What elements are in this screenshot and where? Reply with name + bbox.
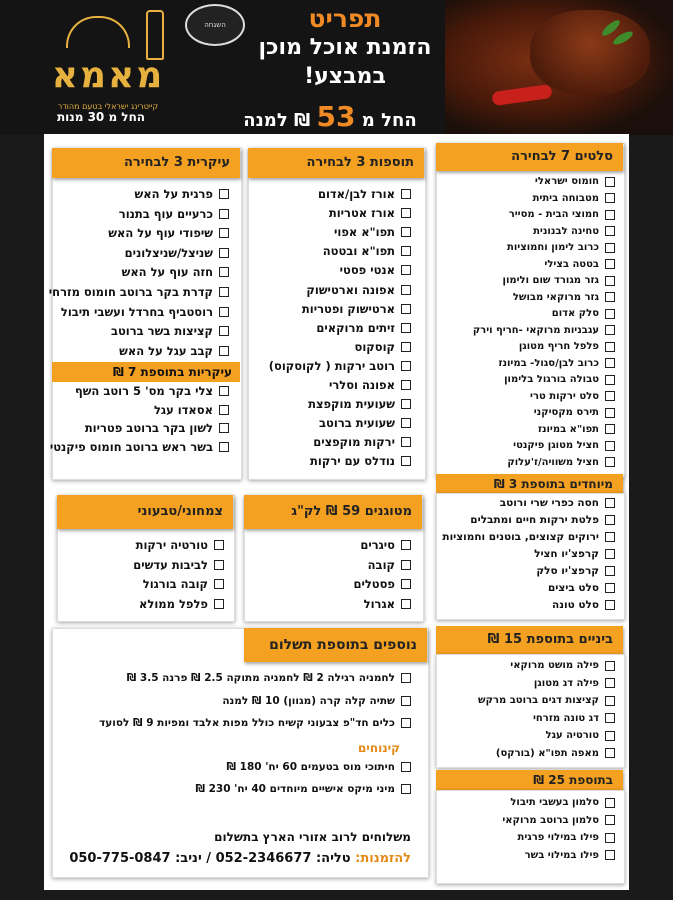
side-item-label: אנטי פסטי (339, 263, 395, 278)
salad-item[interactable] (530, 391, 615, 402)
checkbox[interactable] (605, 850, 615, 860)
checkbox[interactable] (219, 228, 229, 238)
salads-header: סלטים 7 לבחירה (436, 143, 623, 171)
checkbox[interactable] (605, 798, 615, 808)
special-salad-item[interactable] (552, 599, 615, 611)
fried-item-label: סיגרים (360, 538, 395, 552)
special-salad-item[interactable] (534, 548, 615, 560)
salad-item[interactable] (534, 407, 615, 418)
checkbox[interactable] (401, 380, 411, 390)
checkbox[interactable] (605, 375, 615, 385)
main-item-label: פרגית על האש (134, 187, 213, 201)
checkbox[interactable] (219, 287, 229, 297)
veg-item[interactable] (139, 597, 224, 611)
salad-item-label: תירס מקסיקני (533, 407, 599, 418)
menu-title: תפריט (308, 4, 382, 33)
side-item[interactable] (316, 321, 411, 335)
side-item[interactable] (329, 206, 411, 220)
checkbox[interactable] (605, 731, 615, 741)
special-salad-item-label: פלטת ירקות חיים ומתבלים (470, 514, 599, 526)
checkbox[interactable] (605, 210, 615, 220)
special-salad-item-label: קרפצ'יו חציל (534, 548, 599, 560)
special-salad-item[interactable] (536, 565, 615, 577)
special-salad-item[interactable] (470, 514, 615, 526)
side-item-label: קוסקוס (354, 339, 395, 354)
salad-item-label: גזר מגורד שום ולימון (502, 275, 599, 286)
checkbox[interactable] (401, 579, 411, 589)
price-line (210, 100, 450, 133)
side-item[interactable] (318, 187, 411, 201)
checkbox[interactable] (219, 307, 229, 317)
checkbox[interactable] (605, 748, 615, 758)
side-item-label: ארטישוק ופטריות (301, 301, 395, 316)
sides-header: תוספות 3 לבחירה (248, 148, 424, 178)
checkbox[interactable] (219, 209, 229, 219)
salad-item-label: טבולה בורגול בלימון (504, 374, 599, 385)
fish25-item[interactable] (502, 815, 615, 826)
checkbox[interactable] (605, 193, 615, 203)
main-item-label: קבב עגל על האש (119, 343, 213, 358)
checkbox[interactable] (219, 423, 229, 433)
fried-item[interactable] (360, 538, 411, 552)
checkbox[interactable] (219, 267, 229, 277)
special-salad-item-label: סלט טונה (552, 599, 599, 611)
fish25-item[interactable] (510, 797, 615, 808)
salad-item[interactable] (513, 292, 615, 303)
main-item[interactable] (119, 207, 229, 221)
special-salad-item-label: קרפצ'יו סלק (536, 565, 599, 577)
checkbox[interactable] (605, 566, 615, 576)
salad-item-label: חומוס ישראלי (534, 176, 599, 187)
checkbox[interactable] (214, 540, 224, 550)
price-value: 53 (316, 100, 356, 133)
main-item[interactable] (125, 246, 229, 260)
main-item-label: שניצל/שניצלונים (124, 245, 213, 260)
special-salad-item[interactable] (500, 497, 615, 509)
cloche-icon (66, 16, 130, 48)
dessert-item[interactable] (226, 761, 411, 773)
side-item[interactable] (329, 378, 411, 392)
salad-item[interactable] (538, 424, 615, 435)
side-item[interactable] (302, 302, 411, 316)
fish-item-label: פילה דג מטוגן (533, 677, 599, 689)
paid-extras-header: נוספים בתוספת תשלום (244, 628, 427, 662)
checkbox[interactable] (605, 358, 615, 368)
main-item-label: כרעיים עוף בתנור (118, 206, 213, 221)
order-label: להזמנות: (355, 851, 411, 866)
salad-item[interactable] (533, 226, 615, 237)
checkbox[interactable] (401, 437, 411, 447)
checkbox[interactable] (401, 342, 411, 352)
fish-item-label: פילה מושט מרוקאי (510, 660, 599, 671)
checkbox[interactable] (605, 532, 615, 542)
main-item-label: קציצות בשר ברוטב (110, 324, 213, 339)
fried-item[interactable] (353, 577, 411, 591)
side-item-label: נודלס עם ירקות (310, 454, 395, 469)
veg-item-label: טורטיה ירקות (135, 538, 208, 552)
salad-item-label: פלפל חריף מטוגן (518, 341, 599, 352)
salad-item-label: סלק אדום (551, 308, 599, 319)
menu-subtitle-2: במבצע! (304, 64, 386, 89)
salad-item[interactable] (519, 341, 615, 352)
salad-item-label: בטטה בצילי (544, 258, 599, 270)
checkbox[interactable] (401, 361, 411, 371)
kosher-badge: השגחה (185, 4, 245, 46)
main-extra-item[interactable] (75, 384, 229, 398)
salad-item[interactable] (507, 457, 615, 468)
veg-header: צמחוני/טבעוני (57, 495, 233, 529)
checkbox[interactable] (401, 399, 411, 409)
side-item-label: תפו"א אפוי (333, 225, 395, 240)
paid-extra-item-label: כלים חד"פ צבעוני קשיח כולל מפות אלבד ומפיות 9 ₪ לסועד (99, 717, 395, 729)
veg-item[interactable] (143, 577, 224, 591)
main-item[interactable] (135, 187, 229, 201)
side-item-label: אורז אטריות (328, 206, 395, 221)
checkbox[interactable] (401, 418, 411, 428)
main-extra-item[interactable] (85, 421, 229, 435)
main-extra-item[interactable] (50, 440, 229, 454)
side-item-label: שעועית ברוטב (319, 416, 395, 431)
checkbox[interactable] (605, 391, 615, 401)
checkbox[interactable] (605, 441, 615, 451)
special-salad-item[interactable] (442, 531, 615, 543)
main-item-label: חזה עוף על האש (121, 265, 213, 280)
salad-item-label: טחינה לבנונית (533, 225, 599, 237)
salad-item[interactable] (544, 259, 615, 270)
checkbox[interactable] (401, 189, 411, 199)
fish-item[interactable] (533, 713, 615, 724)
side-item[interactable] (269, 359, 411, 373)
checkbox[interactable] (605, 325, 615, 335)
checkbox[interactable] (401, 304, 411, 314)
checkbox[interactable] (605, 498, 615, 508)
paid-extra-item[interactable] (127, 672, 411, 684)
checkbox[interactable] (605, 549, 615, 559)
checkbox[interactable] (219, 405, 229, 415)
checkbox[interactable] (401, 718, 411, 728)
main-item-label: שיפודי עוף על האש (108, 226, 213, 241)
mains-header: עיקרית 3 לבחירה (52, 148, 240, 178)
main-extra-item-label: צלי בקר מס' 5 רוטב השף (74, 384, 213, 398)
salads-special-header: מיוחדים בתוספת 3 ₪ (436, 474, 623, 494)
main-extra-item-label: בשר ראש ברוטב חומוס פיקנטי (49, 439, 213, 454)
checkbox[interactable] (219, 248, 229, 258)
fish-item[interactable] (510, 660, 615, 671)
fried-item-label: קובה (367, 557, 395, 572)
salad-item-label: מטבוחה ביתית (532, 192, 599, 204)
fish-item-label: דג טונה מזרחי (532, 712, 599, 724)
checkbox[interactable] (219, 442, 229, 452)
fish25-item-label: סלמון בעשבי תיבול (510, 797, 599, 808)
salad-item[interactable] (535, 176, 615, 187)
checkbox[interactable] (605, 408, 615, 418)
logo-tagline: קייטרינג ישראלי בטעם מהודר (57, 102, 159, 111)
side-item-label: אפונה וארטישוק (306, 282, 395, 297)
checkbox[interactable] (605, 276, 615, 286)
fish-header: ביניים בתוספת 15 ₪ (436, 626, 623, 654)
main-item[interactable] (122, 265, 229, 279)
checkbox[interactable] (605, 424, 615, 434)
fish-item[interactable] (478, 695, 615, 706)
checkbox[interactable] (214, 599, 224, 609)
dessert-item-label: מיני מיקס אישיים מיוחדים 40 יח' 230 ₪ (195, 783, 395, 795)
bottle-icon (146, 10, 164, 60)
checkbox[interactable] (605, 815, 615, 825)
main-item[interactable] (108, 226, 229, 240)
paid-extra-item[interactable] (99, 717, 411, 729)
mains-extra-header: עיקריות בתוספת 7 ₪ (52, 362, 240, 382)
meat-image-steak (530, 10, 650, 95)
main-extra-item-label: אסאדו עגל (153, 402, 213, 417)
checkbox[interactable] (401, 540, 411, 550)
fried-item-label: אגרול (363, 596, 395, 611)
salad-item[interactable] (533, 193, 615, 204)
fish25-item-label: פילו במילוי פרגית (517, 832, 599, 843)
checkbox[interactable] (219, 189, 229, 199)
side-item-label: שעועית מוקפצת (308, 397, 395, 412)
fried-item-label: פסטלים (353, 577, 395, 591)
price-prefix: החל מ (361, 110, 417, 131)
order-contact (69, 851, 411, 866)
checkbox[interactable] (605, 713, 615, 723)
main-item-label: קדרת בקר ברוטב חומוס מזרחי (48, 285, 213, 299)
desserts-label: קינוחים (357, 741, 400, 755)
fish-item[interactable] (545, 730, 615, 741)
side-item[interactable] (319, 416, 411, 430)
checkbox[interactable] (401, 227, 411, 237)
checkbox[interactable] (219, 346, 229, 356)
checkbox[interactable] (219, 386, 229, 396)
checkbox[interactable] (605, 292, 615, 302)
side-item[interactable] (323, 244, 411, 258)
side-item-label: אורז לבן/אדום (317, 187, 395, 201)
checkbox[interactable] (401, 560, 411, 570)
checkbox[interactable] (605, 600, 615, 610)
order-phones[interactable]: טליה: 052-2346677 / יניב: 050-775-0847 (69, 851, 351, 866)
veg-item[interactable] (136, 538, 224, 552)
checkbox[interactable] (214, 579, 224, 589)
fried-item[interactable] (364, 597, 411, 611)
checkbox[interactable] (605, 696, 615, 706)
checkbox[interactable] (605, 177, 615, 187)
checkbox[interactable] (214, 560, 224, 570)
main-item[interactable] (49, 285, 229, 299)
checkbox[interactable] (401, 285, 411, 295)
fish-item-label: קציצות דגים ברוטב מרקש (478, 695, 599, 706)
fish-item[interactable] (534, 678, 615, 689)
paid-extra-item-label: לחמניה רגילה 2 ₪ לחמניה מתוקה 2.5 ₪ פרנה 3.5 ₪ (126, 672, 395, 684)
dessert-item[interactable] (195, 783, 411, 795)
checkbox[interactable] (605, 342, 615, 352)
side-item[interactable] (313, 435, 411, 449)
fish25-item[interactable] (525, 850, 615, 861)
side-item[interactable] (334, 225, 411, 239)
header-banner (0, 0, 673, 135)
special-salad-item-label: ירוקים קצוצים, בוטנים וחמוציות (442, 531, 599, 543)
salad-item-label: סלט ירקות טרי (530, 390, 599, 402)
logo (38, 10, 178, 125)
fish-item-label: מאפה תפו"א (בורקס) (495, 747, 599, 759)
checkbox[interactable] (605, 583, 615, 593)
fish-item[interactable] (496, 748, 615, 759)
main-item-label: רוסטביף בחרדל ועשבי תיבול (60, 304, 213, 319)
salad-item[interactable] (507, 242, 615, 253)
main-item[interactable] (111, 324, 229, 338)
side-item[interactable] (340, 263, 411, 277)
fish25-header: בתוספת 25 ₪ (436, 770, 623, 790)
paid-extra-item[interactable] (222, 695, 411, 707)
side-item[interactable] (355, 340, 411, 354)
dessert-item-label: חיתוכי מוס בטעמים 60 יח' 180 ₪ (226, 761, 395, 773)
checkbox[interactable] (605, 259, 615, 269)
salad-item[interactable] (513, 440, 615, 451)
checkbox[interactable] (401, 784, 411, 794)
main-extra-item-label: לשון בקר ברוטב פטריות (84, 421, 213, 435)
salad-item[interactable] (503, 275, 615, 286)
checkbox[interactable] (401, 456, 411, 466)
side-item[interactable] (306, 283, 411, 297)
checkbox[interactable] (401, 696, 411, 706)
veg-item-label: לביבות עדשים (133, 557, 208, 572)
side-item-label: רוטב ירקות ( לקוסקוס) (268, 358, 395, 373)
veg-item-label: קובה בורגול (142, 577, 208, 591)
checkbox[interactable] (401, 599, 411, 609)
checkbox[interactable] (401, 673, 411, 683)
veg-item[interactable] (133, 558, 224, 572)
special-salad-item-label: חסה כפרי שרי ורוטב (499, 497, 599, 509)
fish-item-label: טורטיה עגל (545, 730, 599, 741)
minimum-order: החל מ 30 מנות (56, 110, 146, 124)
main-item[interactable] (61, 305, 229, 319)
checkbox[interactable] (219, 326, 229, 336)
fish25-item[interactable] (517, 832, 615, 843)
checkbox[interactable] (401, 265, 411, 275)
side-item[interactable] (308, 397, 411, 411)
logo-name: מאמא (51, 55, 165, 96)
checkbox[interactable] (605, 226, 615, 236)
checkbox[interactable] (605, 243, 615, 253)
salad-item-label: גזר מרוקאי מבושל (512, 291, 599, 303)
checkbox[interactable] (605, 457, 615, 467)
checkbox[interactable] (605, 678, 615, 688)
salad-item[interactable] (498, 358, 615, 369)
salad-item-label: חציל משוויה/ז'עלוק (507, 456, 599, 468)
checkbox[interactable] (401, 208, 411, 218)
main-item[interactable] (119, 344, 229, 358)
checkbox[interactable] (605, 661, 615, 671)
side-item-label: ירקות מוקפצים (313, 435, 395, 450)
special-salad-item-label: סלט ביצים (547, 582, 599, 594)
salad-item[interactable] (473, 325, 615, 336)
checkbox[interactable] (605, 309, 615, 319)
salad-item-label: כרוב לימון וחמוציות (507, 242, 599, 253)
salad-item-label: כרוב לבן/סגול- במיונז (498, 357, 599, 369)
fried-header: מטוגנים 59 ₪ לק"ג (244, 495, 422, 529)
price-suffix: ₪ למנה (243, 110, 311, 131)
salad-item-label: תפו"א במיונז (537, 423, 599, 435)
side-item-label: זיתים מרוקאים (316, 320, 395, 335)
side-item-label: תפו"א ובטטה (322, 244, 395, 259)
side-item-label: אפונה וסלרי (328, 378, 395, 392)
checkbox[interactable] (401, 762, 411, 772)
fish25-item-label: סלמון ברוטב מרוקאי (502, 814, 599, 826)
salad-item-label: עגבניות מרוקאי -חריף וירק (472, 324, 599, 336)
salad-item[interactable] (509, 209, 615, 220)
salad-item[interactable] (552, 308, 615, 319)
checkbox[interactable] (605, 833, 615, 843)
paid-extra-item-label: שתיה קלה קרה (מגוון) 10 ₪ למנה (222, 694, 395, 707)
checkbox[interactable] (401, 246, 411, 256)
salad-item[interactable] (504, 374, 615, 385)
checkbox[interactable] (605, 515, 615, 525)
salad-item-label: חציל מטוגן פיקנטי (513, 440, 599, 451)
header-title (240, 4, 450, 91)
main-extra-item[interactable] (154, 403, 229, 417)
veg-item-label: פלפל ממולא (139, 596, 208, 611)
checkbox[interactable] (401, 323, 411, 333)
special-salad-item[interactable] (548, 582, 615, 594)
side-item[interactable] (310, 454, 411, 468)
fish25-item-label: פילו במילוי בשר (524, 849, 599, 861)
fried-item[interactable] (368, 558, 411, 572)
delivery-note: משלוחים לרוב אזורי הארץ בתשלום (214, 830, 411, 844)
menu-subtitle-1: הזמנת אוכל מוכן (258, 35, 432, 60)
salad-item-label: חמוצי הבית - מסייר (508, 209, 599, 220)
